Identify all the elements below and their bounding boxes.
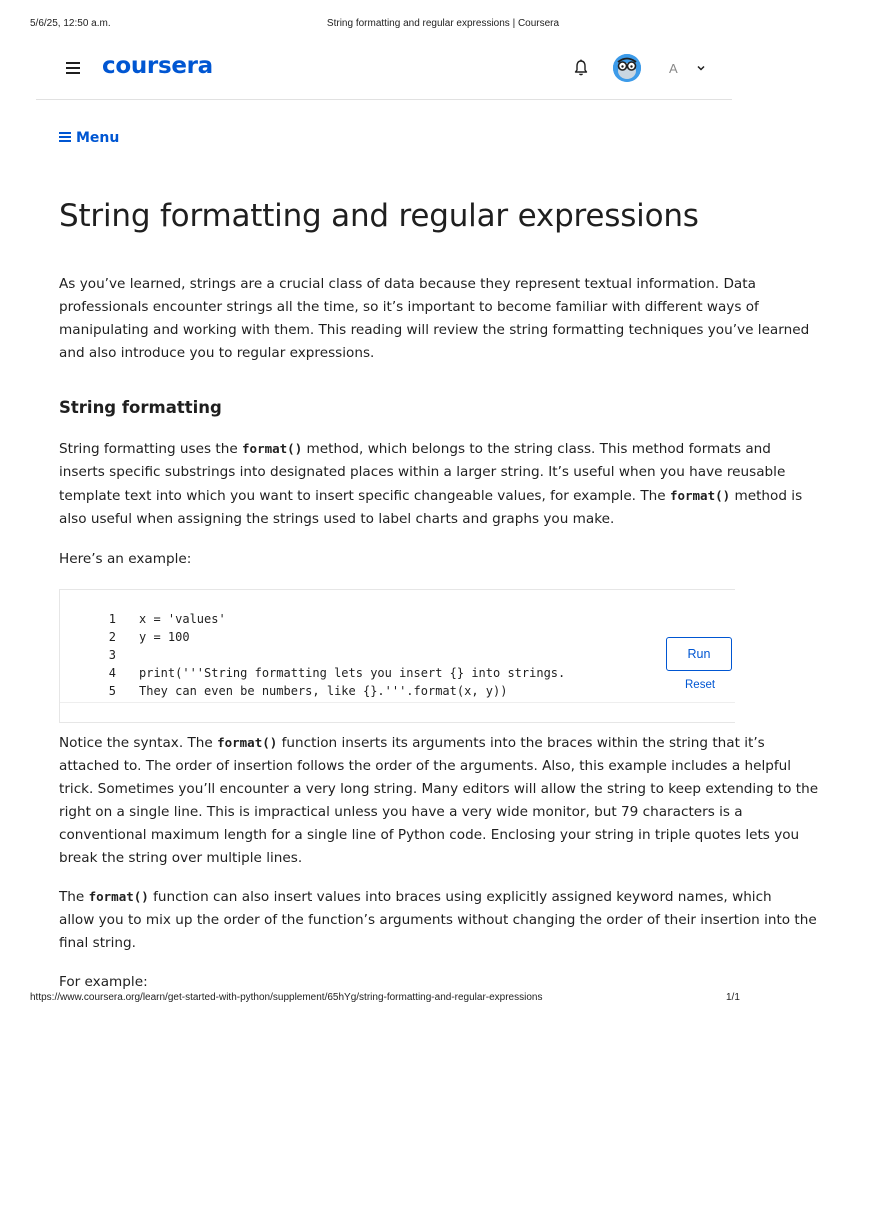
code-text: print('''String formatting lets you insert {} into strings. <box>139 666 566 680</box>
text-run: method is <box>730 488 803 504</box>
inline-code: format() <box>669 488 731 503</box>
line-number: 3 <box>108 648 116 662</box>
article-content-continued <box>59 731 819 1207</box>
intro-line: professionals encounter strings all the time, so it’s important to become familiar with different ways of <box>59 299 759 315</box>
code-editor[interactable] <box>59 589 735 723</box>
paragraph-line <box>59 731 765 755</box>
paragraph-line: also useful when assigning the strings used to label charts and graphs you make. <box>59 511 615 527</box>
paragraph-line: right on a single line. This is impractical unless you have a very wide monitor, but 79 characters is a <box>59 804 743 820</box>
inline-code: format() <box>88 889 149 904</box>
coursera-logo[interactable]: coursera <box>102 53 213 79</box>
formatting-paragraph <box>59 437 803 531</box>
avatar-icon[interactable] <box>613 54 641 82</box>
paragraph-line: inserts specific substrings into designated places within a larger string. It’s useful when you have reusable <box>59 464 786 480</box>
text-run: String formatting uses the <box>59 441 243 457</box>
intro-line: manipulating and working with them. This reading will review the string formatting techniques you’ve learned <box>59 322 810 338</box>
paragraph-line: attached to. The order of insertion follows the order of the arguments. Also, this example includes a helpful <box>59 758 792 774</box>
syntax-paragraph <box>59 731 819 870</box>
text-run: The <box>59 889 89 905</box>
for-example-label: For example: <box>59 974 148 990</box>
menu-list-icon <box>59 132 71 144</box>
text-run: Notice the syntax. The <box>59 735 218 751</box>
user-initial[interactable]: A <box>669 61 678 76</box>
intro-line: and also introduce you to regular expressions. <box>59 345 375 361</box>
line-number: 4 <box>108 666 116 680</box>
reset-link[interactable]: Reset <box>685 679 716 691</box>
print-doc-title: String formatting and regular expressions | Coursera <box>326 18 560 29</box>
menu-link[interactable] <box>59 130 119 146</box>
hamburger-menu-icon[interactable] <box>66 62 80 74</box>
paragraph-line: conventional maximum length for a single line of Python code. Enclosing your string in triple quotes lets you <box>59 827 800 843</box>
code-text: x = 'values' <box>139 612 226 626</box>
print-header <box>0 18 768 34</box>
paragraph-line: allow you to mix up the order of the function’s arguments without changing the order of their insertion into the <box>59 912 817 928</box>
paragraph-line: final string. <box>59 935 136 951</box>
bell-icon[interactable] <box>573 59 589 77</box>
text-run: function inserts its arguments into the braces within the string that it’s <box>277 735 765 751</box>
print-footer <box>0 992 768 1008</box>
code-text: They can even be numbers, like {}.'''.format(x, y)) <box>139 684 508 698</box>
code-line <box>60 628 116 662</box>
text-run: template text into which you want to insert specific changeable values, for example. The <box>59 488 670 504</box>
line-number: 1 <box>108 612 116 626</box>
text-run: method, which belongs to the string class. This method formats and <box>302 441 771 457</box>
run-button[interactable]: Run <box>666 637 732 671</box>
text-run: function can also insert values into braces using explicitly assigned keyword names, which <box>148 889 772 905</box>
page-title: String formatting and regular expressions <box>59 198 699 234</box>
section-heading: String formatting <box>59 398 222 417</box>
code-area[interactable] <box>60 590 735 703</box>
intro-line: As you’ve learned, strings are a crucial class of data because they represent textual information. Data <box>59 276 756 292</box>
code-line <box>60 646 566 680</box>
intro-paragraph <box>59 273 810 365</box>
article-content <box>59 192 810 571</box>
paragraph-line <box>59 484 803 508</box>
inline-code: format() <box>217 735 278 750</box>
menu-label: Menu <box>76 130 120 146</box>
top-navigation-bar <box>36 40 732 100</box>
paragraph-line <box>59 437 771 461</box>
print-date: 5/6/25, 12:50 a.m. <box>30 18 111 29</box>
code-text: y = 100 <box>139 630 190 644</box>
code-line <box>60 592 226 626</box>
example-label: Here’s an example: <box>59 551 192 567</box>
paragraph-line <box>59 885 772 909</box>
paragraph-line: break the string over multiple lines. <box>59 850 303 866</box>
line-number: 2 <box>108 630 116 644</box>
line-number: 5 <box>108 684 116 698</box>
keyword-paragraph <box>59 885 817 955</box>
chevron-down-icon[interactable] <box>697 64 705 72</box>
print-page-number: 1/1 <box>726 992 740 1003</box>
inline-code: format() <box>242 441 303 456</box>
paragraph-line: trick. Sometimes you’ll encounter a very long string. Many editors will allow the string to keep extending to the <box>59 781 819 797</box>
print-url: https://www.coursera.org/learn/get-started-with-python/supplement/65hYg/string-formatting-and-regular-expressions <box>30 992 543 1003</box>
